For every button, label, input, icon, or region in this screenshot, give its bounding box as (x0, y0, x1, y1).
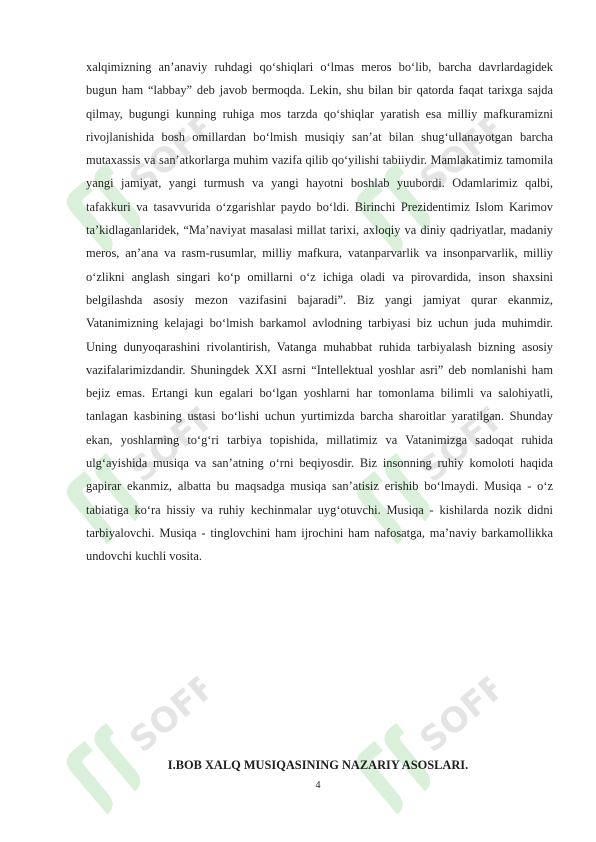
soff-watermark (36, 639, 243, 840)
soff-watermark-text: SOFF (122, 105, 225, 201)
soff-logo-icon (326, 639, 533, 840)
soff-watermark-text: SOFF (412, 665, 515, 761)
body-paragraph: xalqimizning an’anaviy ruhdagi qo‘shiqlari o‘lmas meros bo‘lib, barcha davrlardagidek bugun ham “labbay” deb javob bermoqda. Lekin, shu bilan bir qatorda faqat tarixga sajda qilmay, bugungi kunning ruhiga mos tarzda qo‘shiqlar yaratish esa milliy mafkuramizni rivojlanishida bosh omillardan bo‘lmish musiqiy san’at bilan shug‘ullanayotgan barcha mutaxassis va san’atkorlarga muhim vazifa qilib qo‘yilishi tabiiydir. Mamlakatimiz tamomila yangi jamiyat, yangi turmush va yangi hayotni boshlab yuubordi. Odamlarimiz qalbi, tafakkuri va tasavvurida o‘zgarishlar paydo bo‘ldi. Birinchi Prezidentimiz Islom Karimov ta’kidlaganlaridek, “Ma’naviyat masalasi millat tarixi, axloqiy va diniy qadriyatlar, madaniy meros, an’ana va rasm-rusumlar, milliy mafkura, vatanparvarlik va insonparvarlik, milliy o‘zlikni anglash singari ko‘p omillarni o‘z ichiga oladi va pirovardida, inson shaxsini belgilashda asosiy mezon vazifasini bajaradi”. Biz yangi jamiyat qurar ekanmiz, Vatanimizning kelajagi bo‘lmish barkamol avlodning tarbiyasi biz uchun juda muhimdir. Uning dunyoqarashini rivolantirish, Vatanga muhabbat ruhida tarbiyalash bizning asosiy vazifalarimizdandir. Shuningdek XXI asrni “Intellektual yoshlar asri” deb nomlanishi ham bejiz emas. Ertangi kun egalari bo‘lgan yoshlarni har tomonlama bilimli va salohiyatli, tanlagan kasbining ustasi bo‘lishi uchun yurtimizda barcha sharoitlar yaratilgan. Shunday ekan, yoshlarning to‘g‘ri tarbiya topishida, millatimiz va Vatanimizga sadoqat ruhida ulg‘ayishida musiqa va san’atning o‘rni beqiyosdir. Biz insonning ruhiy komoloti haqida gapirar ekanmiz, albatta bu maqsadga musiqa san’atisiz erishib bo‘lmaydi. Musiqa - o‘z tabiatiga ko‘ra hissiy va ruhiy kechinmalar uyg‘otuvchi. Musiqa - kishilarda nozik didni tarbiyalovchi. Musiqa - tinglovchini ham ijrochini ham nafosatga, ma’naviy barkamollikka undovchi kuchli vosita. (86, 60, 553, 564)
soff-logo-icon (36, 639, 243, 840)
soff-watermark (326, 639, 533, 840)
soff-watermark-text: SOFF (412, 395, 515, 491)
soff-watermark-text: SOFF (412, 105, 515, 201)
soff-watermark-text: SOFF (122, 395, 225, 491)
chapter-heading: I.BOB XALQ MUSIQASINING NAZARIY ASOSLARI. (167, 758, 469, 772)
soff-watermark-text: SOFF (122, 665, 225, 761)
page-number: 4 (315, 780, 321, 791)
